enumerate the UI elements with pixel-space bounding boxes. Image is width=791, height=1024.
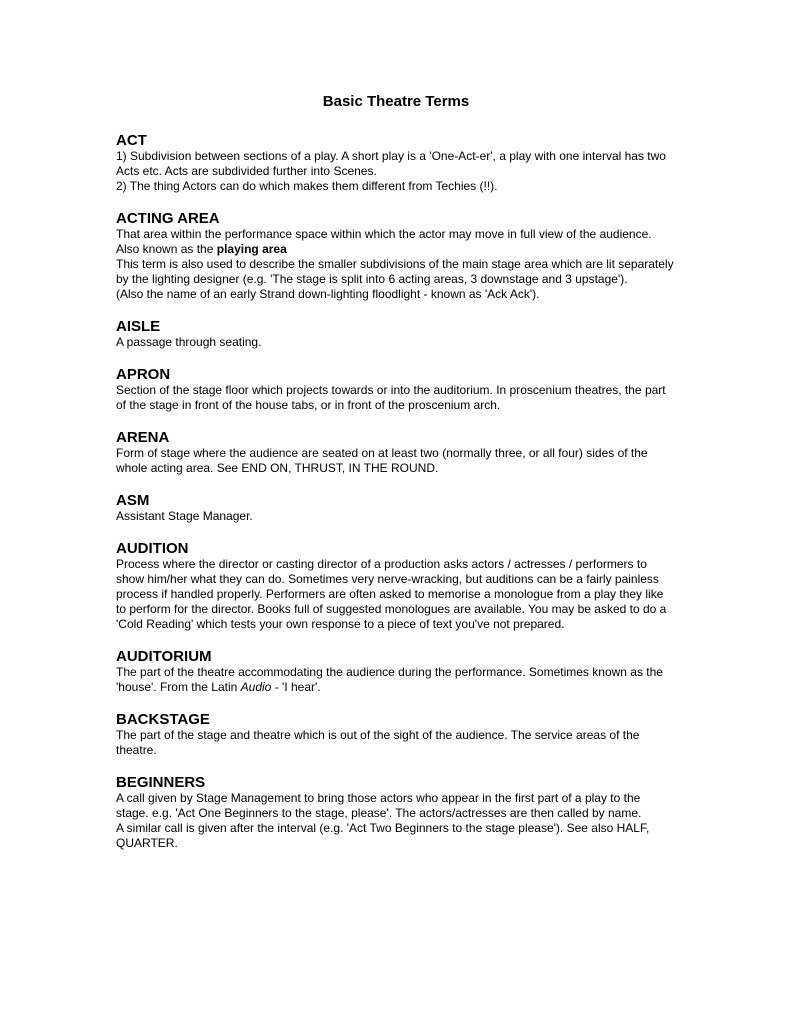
glossary-entry-beginners <box>116 774 676 851</box>
term-heading: ACTING AREA <box>116 210 220 227</box>
glossary-entry-audition <box>116 540 676 632</box>
term-heading: AUDITION <box>116 540 189 557</box>
term-heading: ARENA <box>116 429 170 446</box>
definition-text <box>116 665 676 695</box>
definition-text <box>116 227 676 257</box>
definition-text: Section of the stage floor which projects towards or into the auditorium. In proscenium theatres, the part of the stage in front of the house tabs, or in front of the proscenium arch. <box>116 383 666 412</box>
glossary-entry-backstage <box>116 711 676 758</box>
definition-text-segment: - 'I hear'. <box>271 680 321 694</box>
definition-text: Assistant Stage Manager. <box>116 509 253 523</box>
term-heading: AUDITORIUM <box>116 648 212 665</box>
definition-text: A call given by Stage Management to bring those actors who appear in the first part of a play to the stage. e.g. 'Act One Beginners to the stage, please'. The actors/actresses are then called by name. <box>116 791 642 820</box>
glossary-entry-asm <box>116 492 676 524</box>
term-heading: AISLE <box>116 318 161 335</box>
definition-text: A passage through seating. <box>116 335 262 349</box>
term-heading: BACKSTAGE <box>116 711 210 728</box>
term-heading: ASM <box>116 492 150 509</box>
definition-text: Process where the director or casting director of a production asks actors / actresses / performers to show him/her what they can do. Sometimes very nerve-wracking, but auditions can be a fairly painless process if handled properly. Performers are often asked to memorise a monologue from a play they like to perform for the director. Books full of suggested monologues are available. You may be asked to do a 'Cold Reading' which tests your own response to a piece of text you've not prepared. <box>116 557 667 631</box>
definition-text: (Also the name of an early Strand down-lighting floodlight - known as 'Ack Ack'). <box>116 287 540 301</box>
definition-text: A similar call is given after the interval (e.g. 'Act Two Beginners to the stage please'). See also HALF, QUARTER. <box>116 821 650 850</box>
document-page <box>116 92 676 867</box>
page-title: Basic Theatre Terms <box>322 93 470 110</box>
definition-text-segment: The part of the theatre accommodating the audience during the performance. Sometimes known as the 'house'. From the Latin <box>116 665 663 694</box>
term-heading: APRON <box>116 366 171 383</box>
definition-text-segment: That area within the performance space within which the actor may move in full view of the audience. Also known as the <box>116 227 652 256</box>
glossary-entry-apron <box>116 366 676 413</box>
definition-text: 2) The thing Actors can do which makes them different from Techies (!!). <box>116 179 498 193</box>
definition-text: Form of stage where the audience are seated on at least two (normally three, or all four) sides of the whole acting area. See END ON, THRUST, IN THE ROUND. <box>116 446 648 475</box>
bold-term: playing area <box>216 242 287 256</box>
glossary-entry-arena <box>116 429 676 476</box>
term-heading: BEGINNERS <box>116 774 206 791</box>
glossary-entry-aisle <box>116 318 676 350</box>
glossary-entry-auditorium <box>116 648 676 695</box>
glossary-entry-act <box>116 132 676 194</box>
term-heading: ACT <box>116 132 147 149</box>
italic-word: Audio <box>240 680 272 694</box>
glossary-entry-acting-area <box>116 210 676 302</box>
definition-text: 1) Subdivision between sections of a play. A short play is a 'One-Act-er', a play with one interval has two Acts etc. Acts are subdivided further into Scenes. <box>116 149 666 178</box>
definition-text: The part of the stage and theatre which is out of the sight of the audience. The service areas of the theatre. <box>116 728 640 757</box>
definition-text: This term is also used to describe the smaller subdivisions of the main stage area which are lit separately by the lighting designer (e.g. 'The stage is split into 6 acting areas, 3 downstage and 3 upstage'). <box>116 257 674 286</box>
